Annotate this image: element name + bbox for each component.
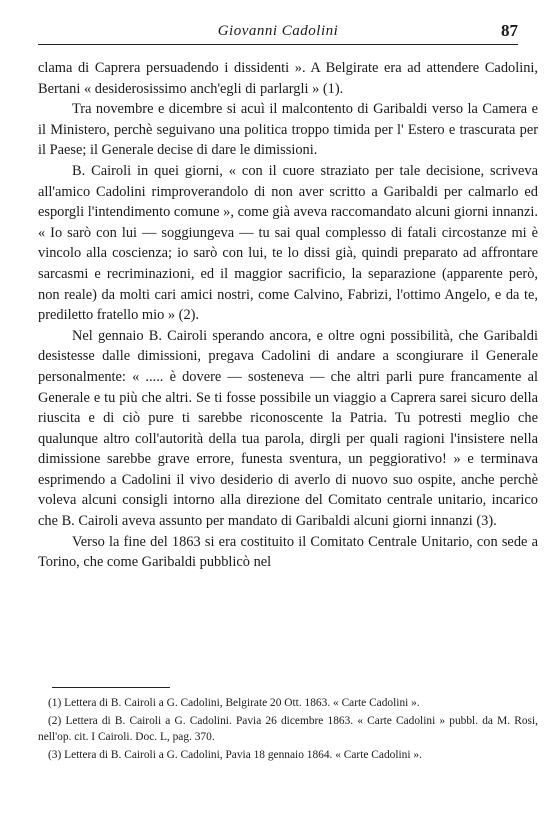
paragraph-5: Verso la fine del 1863 si era costituito il Comitato Centrale Unitario, con sede a Torino, che come Garibaldi pubblicò nel bbox=[38, 533, 538, 571]
paragraph-4: Nel gennaio B. Cairoli sperando ancora, e oltre ogni possibilità, che Garibaldi desistesse dalle dimissioni, pregava Cadolini di andare a scongiurare il Generale personalmente: « ..... è dovere — sosteneva — che altri parli pure francamente al Generale e tu più che altri. Se ti fosse possibile un viaggio a Caprera sarei sicuro della riuscita e di ciò pure ti sarebbe riconoscente la Patria. Tu potresti meglio che qualunque altro coll'autorità della tua parola, dirgli per quali ragioni l'insistere nella dimissione sarebbe grave errore, funesta sventura, un peggiorativo! » e terminava esprimendo a Cadolini il vivo desiderio di averlo di nuovo suo ospite, anche perchè voleva alcuni consigli intorno alla direzione del Comitato centrale unitario, incarico che B. Cairoli aveva assunto per mandato di Garibaldi alcuni giorni innanzi (3). bbox=[38, 327, 538, 530]
footnote-2: (2) Lettera di B. Cairoli a G. Cadolini. Pavia 26 dicembre 1863. « Carte Cadolini » pubbl. da M. Rosi, nell'op. cit. I Cairoli. Doc. L, pag. 370. bbox=[38, 715, 538, 743]
paragraph-3: B. Cairoli in quei giorni, « con il cuore straziato per tale decisione, scriveva all'amico Cadolini rimproverandolo di non aver scritto a Garibaldi per calmarlo ed esporgli l'intendimento comune », come già aveva raccomandato alcuni giorni innanzi. « Io sarò con lui — soggiungeva — tu sai qual complesso di fatali circostanze mi è vincolo alla coscienza; io sarò con lui, te lo dissi già, quindi preparato ad affrontare sarcasmi e recriminazioni, ed il maggior sacrificio, la separazione (apparente però, non reale) da molti cari amici nostri, come Calvino, Fabrizi, l'ottimo Angelo, e da te, prediletto fratello mio » (2). bbox=[38, 162, 538, 324]
page-number: 87 bbox=[501, 21, 518, 40]
body-text bbox=[38, 58, 538, 573]
running-head: Giovanni Cadolini bbox=[217, 23, 339, 39]
paragraph-1: clama di Caprera persuadendo i dissidenti ». A Belgirate era ad attendere Cadolini, Bertani « desiderosissimo anch'egli di parlargli » (1). bbox=[38, 60, 538, 97]
footnote-1: (1) Lettera di B. Cairoli a G. Cadolini, Belgirate 20 Ott. 1863. « Carte Cadolini ». bbox=[48, 697, 420, 709]
paragraph-2: Tra novembre e dicembre si acuì il malcontento di Garibaldi verso la Camera e il Ministero, perchè seguivano una politica troppo timida per l' Estero e trascurata per il Paese; il Generale decise di dare le dimissioni. bbox=[38, 101, 538, 159]
page-header bbox=[38, 22, 518, 45]
footnote-separator bbox=[52, 687, 170, 688]
footnote-3: (3) Lettera di B. Cairoli a G. Cadolini, Pavia 18 gennaio 1864. « Carte Cadolini ». bbox=[48, 749, 422, 762]
footnotes bbox=[38, 696, 538, 767]
